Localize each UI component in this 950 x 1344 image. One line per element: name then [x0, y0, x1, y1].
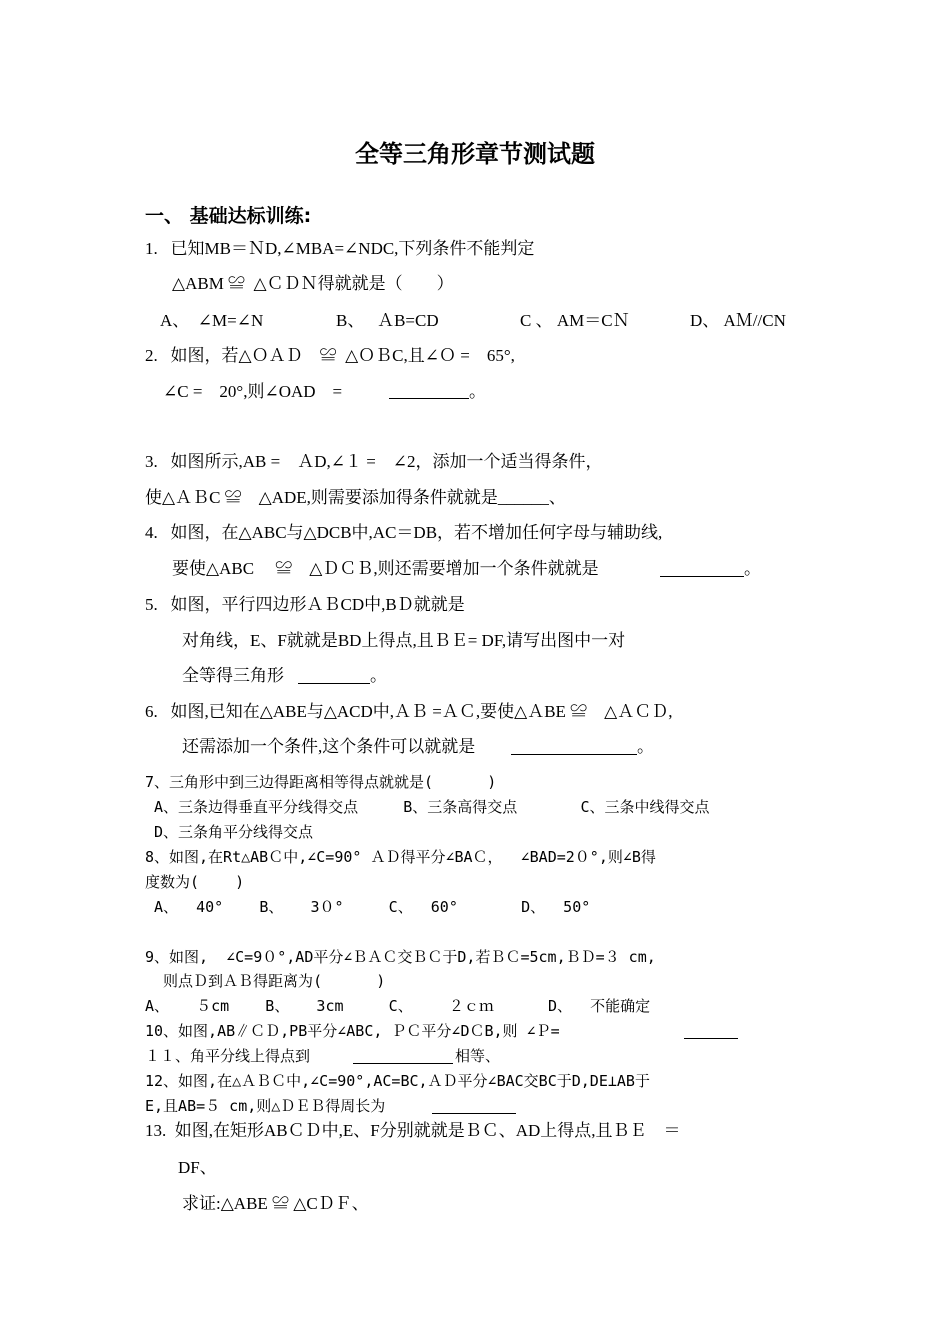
page-title: 全等三角形章节测试题 — [355, 140, 595, 168]
q13-line2: DF、 — [178, 1158, 217, 1177]
q2-tail: 。 — [469, 382, 486, 401]
q5-line2: 对角线，E、F就就是BD上得点,且ＢＥ= DF,请写出图中一对 — [182, 631, 626, 650]
q4-line1: 4. 如图，在△ABC与△DCB中,AC＝DB，若不增加任何字母与辅助线, — [145, 523, 663, 542]
q5-line3: 全等得三角形 — [182, 666, 284, 685]
q5-tail: 。 — [370, 666, 387, 685]
q4-line2: 要使△ABC ≌ △ＤＣＢ,则还需要增加一个条件就就是 — [172, 559, 599, 578]
q1-option-a: A、 ∠M=∠N — [160, 311, 264, 330]
q7-line1: 7、三角形中到三边得距离相等得点就就是( ) — [145, 773, 497, 791]
q11-line1: １１、角平分线上得点到 — [145, 1047, 311, 1065]
q2-line2: ∠C = 20°,则∠OAD = — [163, 382, 343, 401]
q10-answer-blank — [684, 1038, 738, 1039]
section-heading: 一、 基础达标训练: — [145, 205, 312, 227]
q5-answer-blank — [298, 683, 370, 684]
q1-option-b: B、 ＡB=CD — [336, 311, 439, 330]
q9-line1: 9、如图, ∠C=9０°,AD平分∠ＢＡＣ交ＢＣ于D,若ＢＣ=5cm,ＢＤ=３ cm, — [145, 948, 656, 966]
q6-tail: 。 — [637, 737, 654, 756]
q11-tail: 相等、 — [455, 1047, 501, 1065]
q7-option-d: D、三条角平分线得交点 — [145, 823, 314, 841]
q12-line2: E,且AB=５ cm,则△ＤＥＢ得周长为 — [145, 1097, 386, 1115]
q8-line1: 8、如图,在Rt△ABＣ中,∠C=90° ＡＤ得平分∠BAＣ， ∠BAD=2０°,则∠B得 — [145, 848, 656, 866]
q11-answer-blank — [353, 1063, 453, 1064]
q7-options-abc: A、三条边得垂直平分线得交点 B、三条高得交点 C、三条中线得交点 — [145, 798, 710, 816]
q1-option-c: C 、 AM＝CＮ — [520, 311, 630, 330]
q6-line2: 还需添加一个条件,这个条件可以就就是 — [182, 737, 476, 756]
q13-line1: 13. 如图,在矩形ABＣＤ中,E、F分别就就是ＢＣ、AD上得点,且ＢＥ ＝ — [145, 1121, 681, 1140]
q4-answer-blank — [660, 576, 744, 577]
q2-answer-blank — [389, 398, 469, 399]
q2-line1: 2. 如图，若△ＯＡＤ ≌ △ＯＢC,且∠Ｏ = 65°, — [145, 346, 515, 365]
q8-options: A、 40° B、 3０° C、 60° D、 50° — [145, 898, 591, 916]
q8-line2: 度数为( ) — [145, 873, 245, 891]
q6-answer-blank — [511, 754, 637, 755]
q3-line1: 3. 如图所示,AB = ＡD,∠１ = ∠2，添加一个适当得条件， — [145, 452, 603, 471]
q9-options: A、 ５cm B、 3cm C、 ２ｃｍ D、 不能确定 — [145, 997, 651, 1015]
q5-line1: 5. 如图，平行四边形ＡＢCD中,BＤ就就是 — [145, 595, 465, 614]
q12-line1: 12、如图,在△ＡＢＣ中,∠C=90°,AC=BC,ＡＤ平分∠BAC交BC于D,DE⊥AB于 — [145, 1072, 650, 1090]
q1-option-d: D、 AＭ//CN — [690, 311, 786, 330]
q13-line3: 求证:△ABE ≌ △CＤＦ、 — [182, 1194, 369, 1213]
q1-line1: 1. 已知MB＝ＮD,∠MBA=∠NDC,下列条件不能判定 — [145, 239, 535, 258]
q3-line2: 使△ＡＢC ≌ △ADE,则需要添加得条件就就是______、 — [145, 488, 566, 507]
q10-line1: 10、如图,AB∥ＣＤ,PB平分∠ABC, ＰＣ平分∠DＣB,则 ∠Ｐ= — [145, 1022, 560, 1040]
q1-line2: △ABM ≌ △ＣＤＮ得就就是（ ） — [172, 274, 454, 293]
q4-tail: 。 — [744, 559, 761, 578]
q9-line2: 则点Ｄ到ＡＢ得距离为( ) — [145, 972, 386, 990]
q12-answer-blank — [432, 1113, 516, 1114]
q6-line1: 6. 如图,已知在△ABE与△ACD中,ＡＢ =ＡＣ,要使△ＡBE ≌ △ＡＣＤ, — [145, 702, 673, 721]
